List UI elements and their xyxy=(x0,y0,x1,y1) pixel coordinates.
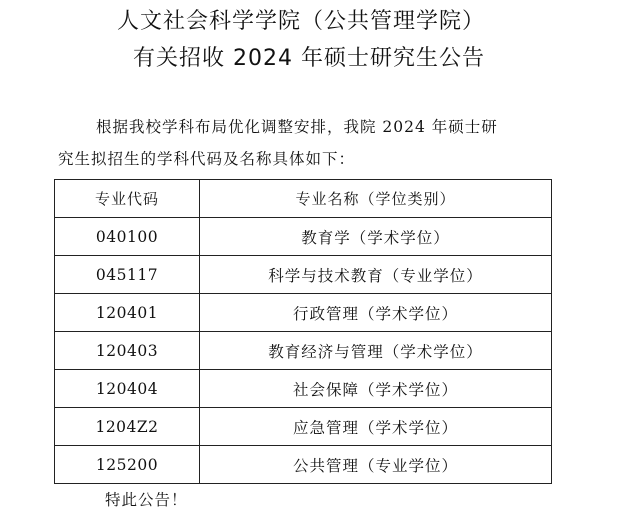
discipline-name: 社会保障（学术学位） xyxy=(200,370,552,408)
table-row xyxy=(55,294,552,332)
table-row xyxy=(55,370,552,408)
intro-paragraph-line1: 根据我校学科布局优化调整安排，我院 2024 年硕士研 xyxy=(96,118,498,136)
notice-title-line2: 有关招收 2024 年硕士研究生公告 xyxy=(133,46,485,71)
discipline-table xyxy=(54,179,552,484)
discipline-name: 行政管理（学术学位） xyxy=(200,294,552,332)
table-row xyxy=(55,408,552,446)
table-row xyxy=(55,332,552,370)
discipline-name: 公共管理（专业学位） xyxy=(200,446,552,484)
discipline-code: 040100 xyxy=(55,218,200,256)
discipline-name: 教育学（学术学位） xyxy=(200,218,552,256)
discipline-code: 120404 xyxy=(55,370,200,408)
notice-title-line1: 人文社会科学学院（公共管理学院） xyxy=(116,9,485,34)
header-code: 专业代码 xyxy=(55,180,200,218)
discipline-name: 科学与技术教育（专业学位） xyxy=(200,256,552,294)
discipline-code: 125200 xyxy=(55,446,200,484)
discipline-code: 120401 xyxy=(55,294,200,332)
discipline-name: 应急管理（学术学位） xyxy=(200,408,552,446)
discipline-code: 120403 xyxy=(55,332,200,370)
discipline-code: 1204Z2 xyxy=(55,408,200,446)
table-row xyxy=(55,446,552,484)
intro-paragraph-line2: 究生拟招生的学科代码及名称具体如下： xyxy=(58,150,356,168)
table-row xyxy=(55,256,552,294)
closing-text: 特此公告！ xyxy=(105,491,188,509)
discipline-code: 045117 xyxy=(55,256,200,294)
discipline-name: 教育经济与管理（学术学位） xyxy=(200,332,552,370)
table-row xyxy=(55,218,552,256)
table-header-row xyxy=(55,180,552,218)
header-name: 专业名称（学位类别） xyxy=(200,180,552,218)
